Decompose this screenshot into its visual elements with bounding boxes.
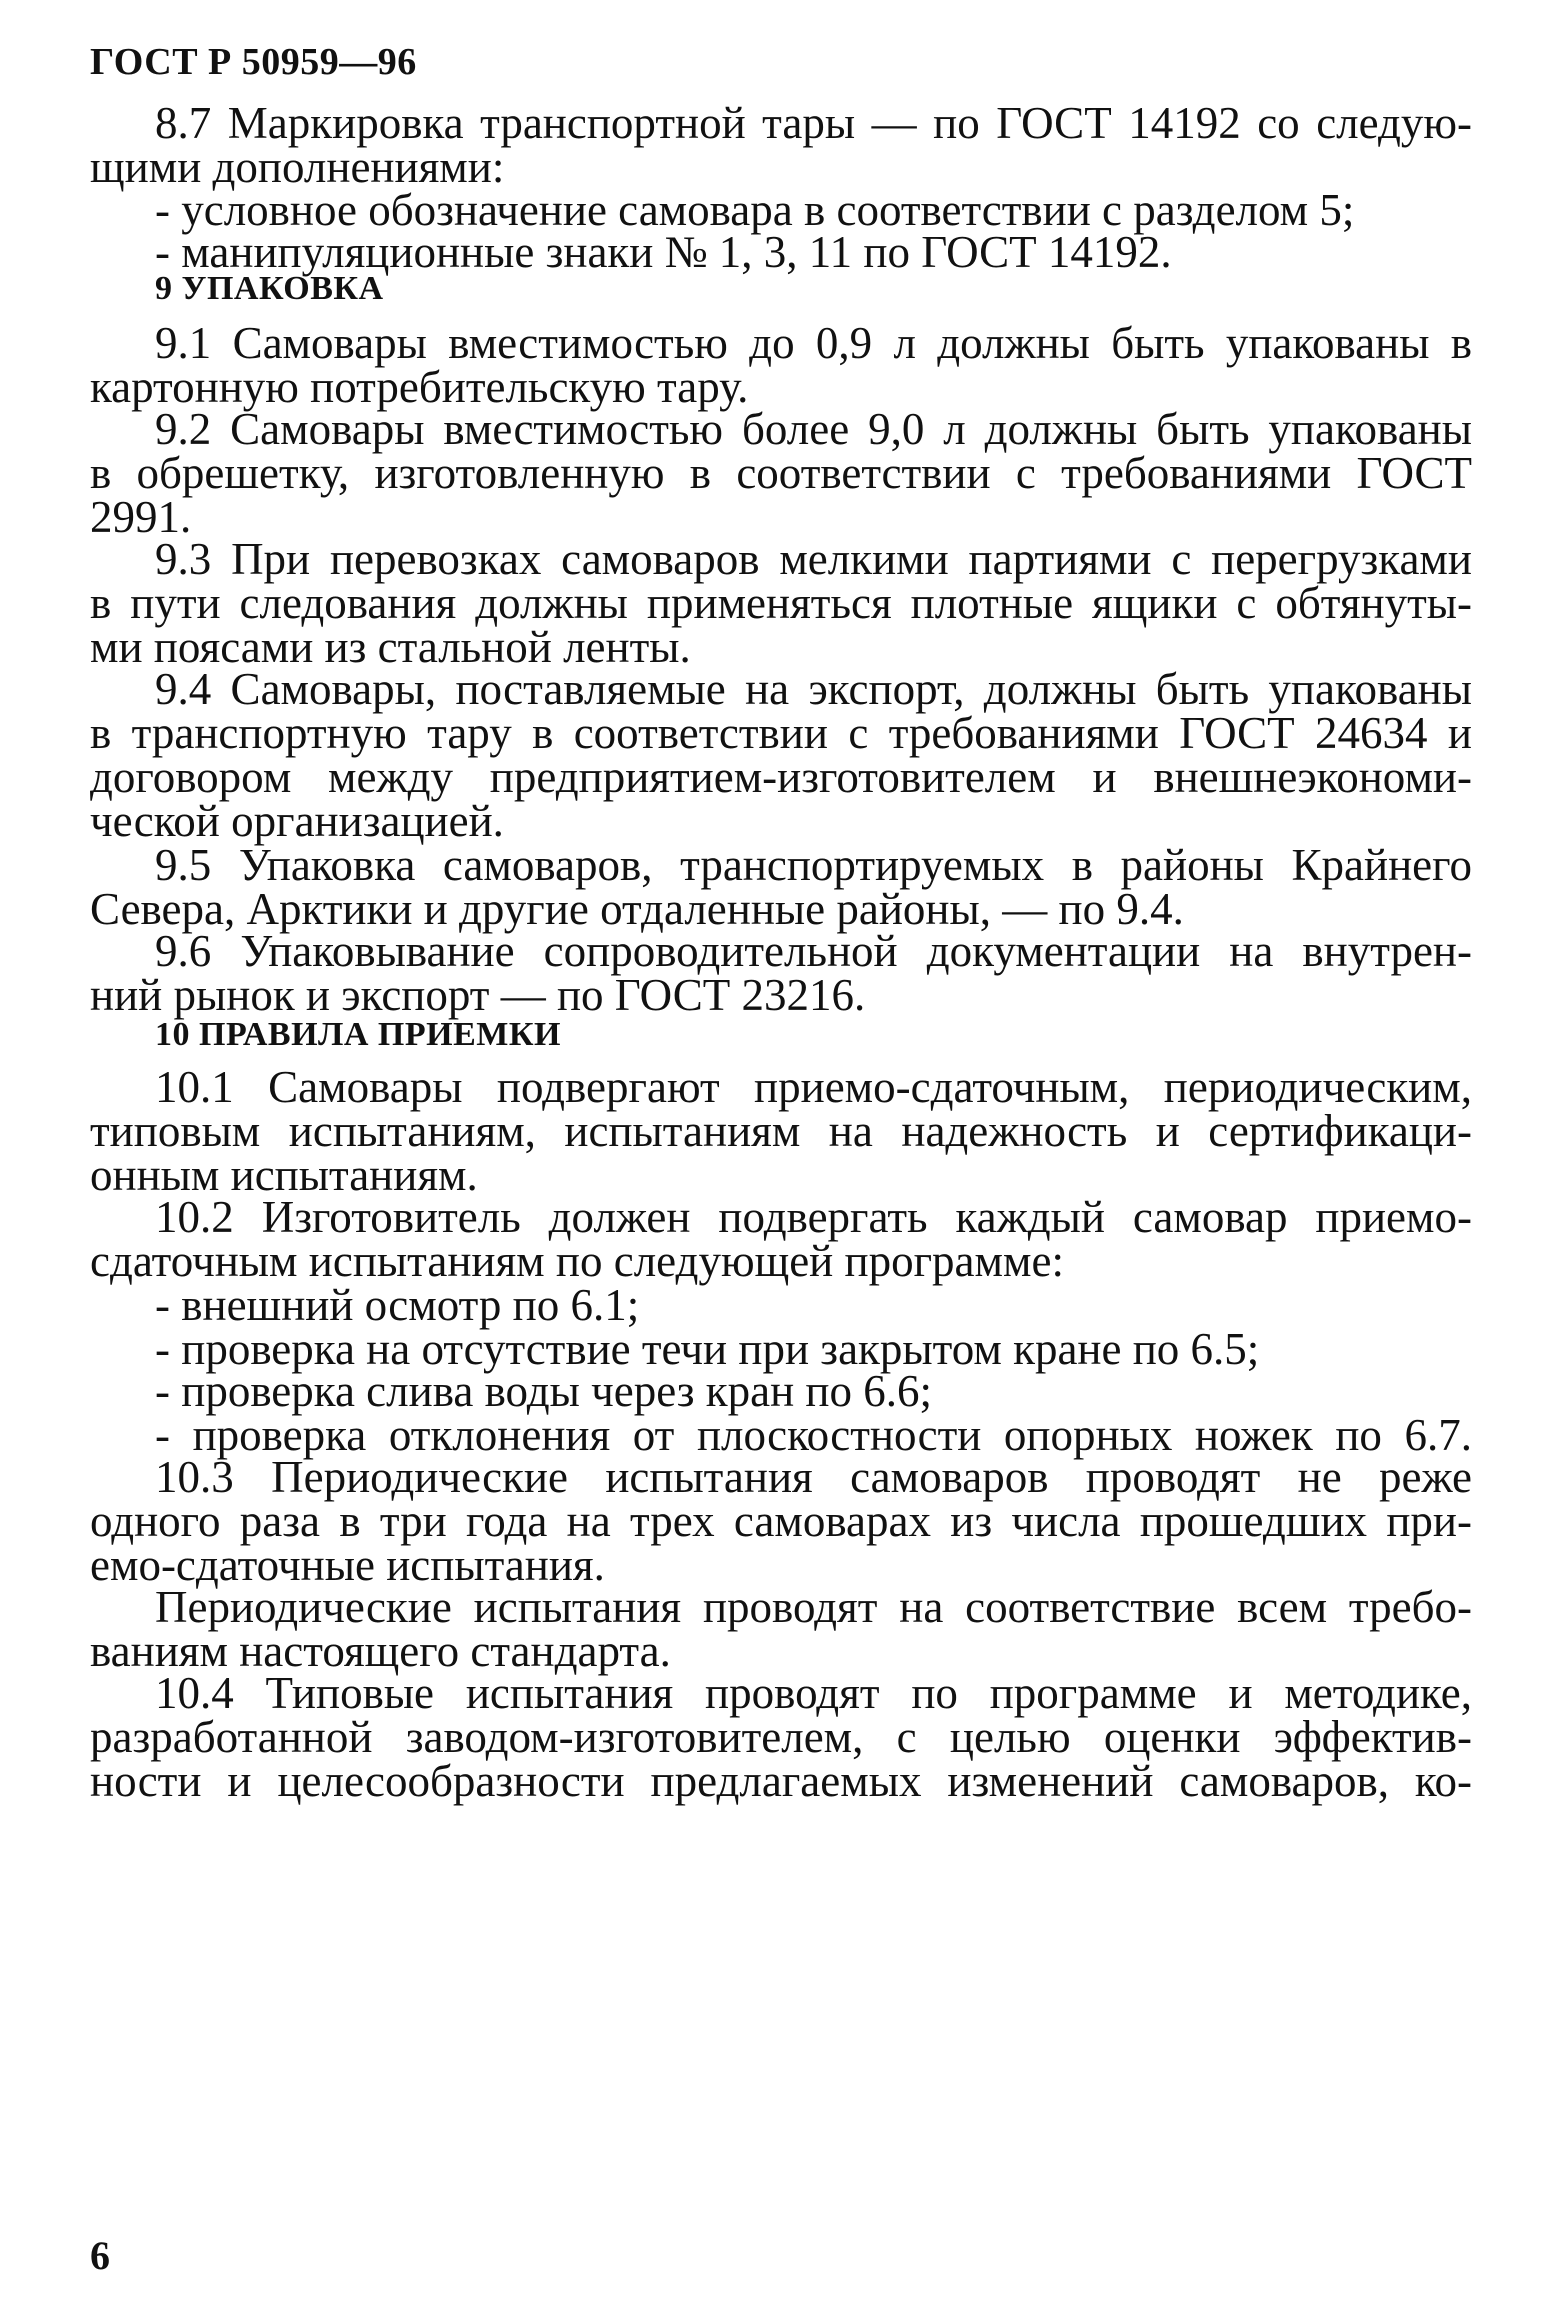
text-line: 10.4 Типовые испытания проводят по программе и методике,	[155, 1668, 1472, 1718]
text-line: 9.5 Упаковка самоваров, транспортируемых в районы Крайнего	[155, 840, 1472, 890]
text-line: картонную потребительскую тару.	[90, 362, 749, 412]
text-line: одного раза в три года на трех самоварах из числа прошедших при-	[90, 1496, 1472, 1546]
text-line: 9.2 Самовары вместимостью более 9,0 л должны быть упакованы	[155, 404, 1472, 454]
text-line: ми поясами из стальной ленты.	[90, 622, 691, 672]
text-line: в пути следования должны применяться плотные ящики с обтянуты-	[90, 578, 1472, 628]
text-line: - манипуляционные знаки № 1, 3, 11 по ГОСТ 14192.	[155, 227, 1172, 277]
section-heading: 9 УПАКОВКА	[155, 270, 384, 307]
text-line: онным испытаниям.	[90, 1150, 478, 1200]
text-line: емо-сдаточные испытания.	[90, 1540, 605, 1590]
text-line: 2991.	[90, 492, 192, 542]
text-line: в обрешетку, изготовленную в соответствии с требованиями ГОСТ	[90, 448, 1472, 498]
text-line: в транспортную тару в соответствии с требованиями ГОСТ 24634 и	[90, 708, 1472, 758]
text-line: ваниям настоящего стандарта.	[90, 1626, 671, 1676]
text-line: 9.6 Упаковывание сопроводительной документации на внутрен-	[155, 926, 1472, 976]
text-line: - проверка слива воды через кран по 6.6;	[155, 1366, 932, 1416]
text-line: разработанной заводом-изготовителем, с целью оценки эффектив-	[90, 1712, 1472, 1762]
text-line: - внешний осмотр по 6.1;	[155, 1280, 640, 1330]
text-line: щими дополнениями:	[90, 142, 505, 192]
section-heading: 10 ПРАВИЛА ПРИЕМКИ	[155, 1016, 561, 1053]
text-line: ческой организацией.	[90, 796, 504, 846]
text-line: - условное обозначение самовара в соответствии с разделом 5;	[155, 185, 1355, 235]
text-line: Севера, Арктики и другие отдаленные районы, — по 9.4.	[90, 884, 1184, 934]
text-line: 9.3 При перевозках самоваров мелкими партиями с перегрузками	[155, 534, 1472, 584]
text-line: ности и целесообразности предлагаемых изменений самоваров, ко-	[90, 1756, 1472, 1806]
text-line: сдаточным испытаниям по следующей программе:	[90, 1236, 1064, 1286]
text-line: типовым испытаниям, испытаниям на надежность и сертификаци-	[90, 1106, 1472, 1156]
text-line: 10.3 Периодические испытания самоваров проводят не реже	[155, 1452, 1472, 1502]
text-line: 9.1 Самовары вместимостью до 0,9 л должны быть упакованы в	[155, 318, 1472, 368]
text-line: Периодические испытания проводят на соответствие всем требо-	[155, 1582, 1472, 1632]
text-line: 10.1 Самовары подвергают приемо-сдаточным, периодическим,	[155, 1062, 1472, 1112]
text-line: договором между предприятием-изготовителем и внешнеэкономи-	[90, 752, 1472, 802]
text-line: - проверка на отсутствие течи при закрытом кране по 6.5;	[155, 1324, 1260, 1374]
text-line: 10.2 Изготовитель должен подвергать каждый самовар приемо-	[155, 1192, 1472, 1242]
text-line: 9.4 Самовары, поставляемые на экспорт, должны быть упакованы	[155, 664, 1472, 714]
document-header: ГОСТ Р 50959—96	[90, 41, 417, 83]
text-line: 8.7 Маркировка транспортной тары — по ГОСТ 14192 со следую-	[155, 98, 1472, 148]
text-line: - проверка отклонения от плоскостности опорных ножек по 6.7.	[155, 1410, 1472, 1460]
page-number: 6	[90, 2233, 110, 2278]
text-line: ний рынок и экспорт — по ГОСТ 23216.	[90, 970, 866, 1020]
